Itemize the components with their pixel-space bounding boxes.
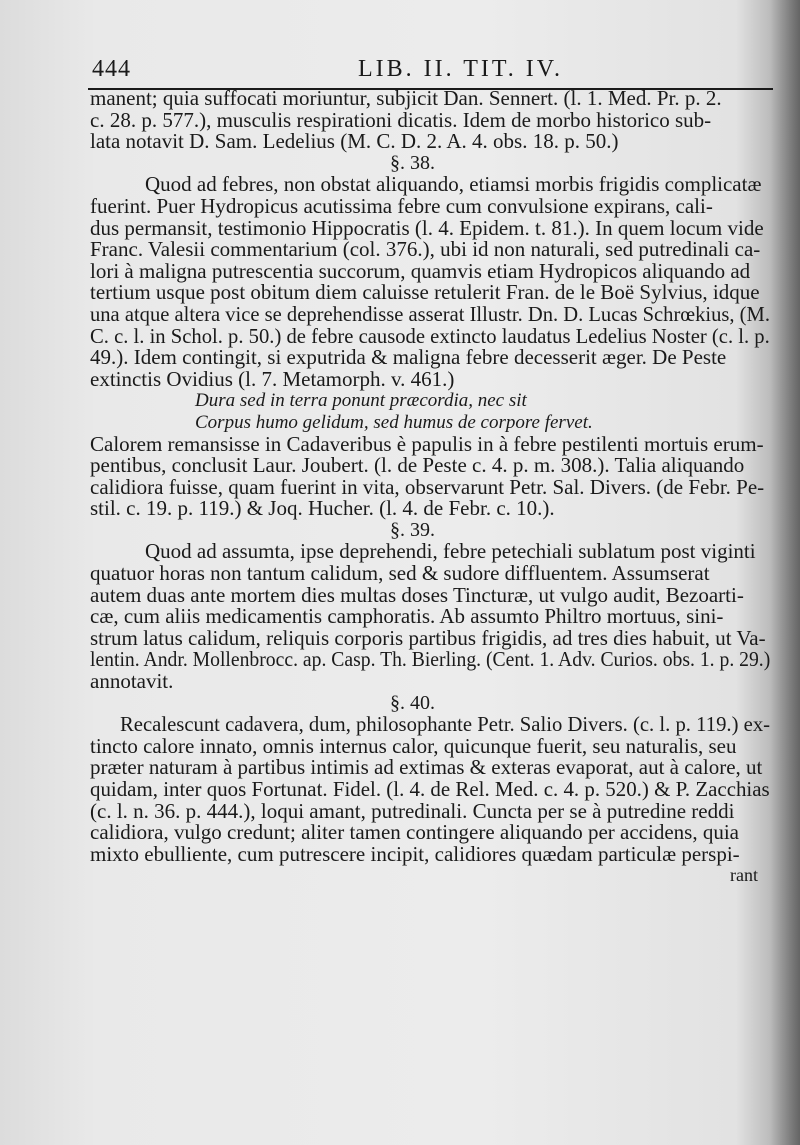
text-line: tincto calore innato, omnis internus calor, quicunque fuerit, seu naturalis, seu [90, 733, 737, 758]
page-edge-shadow [770, 0, 800, 1145]
text-line: C. c. l. in Schol. p. 50.) de febre causode extincto laudatus Ledelius Noster (c. l. p. [90, 323, 770, 348]
text-line: (c. l. n. 36. p. 444.), loqui amant, putredinali. Cuncta per se à putredine reddi [90, 798, 735, 823]
text-line: quidam, inter quos Fortunat. Fidel. (l. 4. de Rel. Med. c. 4. p. 520.) & P. Zacchias [90, 777, 770, 801]
page-header [88, 52, 773, 90]
text-line: quatuor horas non tantum calidum, sed & sudore diffluentem. Assumserat [90, 561, 710, 586]
text-line: annotavit. [90, 669, 174, 694]
text-line: Recalescunt cadavera, dum, philosophante Petr. Salio Divers. (c. l. p. 119.) ex- [120, 712, 771, 737]
text-line: lentin. Andr. Mollenbrocc. ap. Casp. Th. Bierling. (Cent. 1. Adv. Curios. obs. 1. p. 29.) [90, 647, 771, 672]
text-line: cæ, cum aliis medicamentis camphoratis. Ab assumto Philtro mortuus, sini- [90, 604, 724, 629]
page-number: 444 [92, 56, 131, 82]
text-line: fuerint. Puer Hydropicus acutissima febre cum convulsione expirans, cali- [90, 193, 713, 218]
text-line: Dura sed in terra ponunt præcordia, nec sit [195, 390, 527, 412]
text-line: Quod ad febres, non obstat aliquando, etiamsi morbis frigidis complicatæ [145, 172, 762, 197]
text-line: strum latus calidum, reliquis corporis partibus frigidis, ad tres dies habuit, ut Va- [90, 625, 766, 650]
text-line: stil. c. 19. p. 119.) & Joq. Hucher. (l. 4. de Febr. c. 10.). [90, 496, 555, 521]
text-line: mixto ebulliente, cum putrescere incipit, calidiores quædam particulæ perspi- [90, 841, 740, 866]
text-line: lata notavit D. Sam. Ledelius (M. C. D. 2. A. 4. obs. 18. p. 50.) [90, 129, 619, 154]
text-line: Franc. Valesii commentarium (col. 376.), ubi id non naturali, sed putredinali ca- [90, 237, 761, 262]
section-heading: §. 38. [390, 151, 435, 174]
text-line: manent; quia suffocati moriuntur, subjicit Dan. Sennert. (l. 1. Med. Pr. p. 2. [90, 86, 722, 110]
text-line: lori à maligna putrescentia succorum, quamvis etiam Hydropicos aliquando ad [90, 258, 751, 283]
text-line: dus permansit, testimonio Hippocratis (l. 4. Epidem. t. 81.). In quem locum vide [90, 215, 764, 240]
text-line: una atque altera vice se deprehendisse asserat Illustr. Dn. D. Lucas Schrœkius, (M. [90, 301, 770, 326]
text-line: calidiora fuisse, quam fuerint in vita, observarunt Petr. Sal. Divers. (de Febr. Pe- [90, 474, 765, 499]
section-heading: §. 40. [390, 691, 435, 714]
text-line: 49.). Idem contingit, si exputrida & maligna febre decesserit æger. De Peste [90, 345, 727, 370]
text-line: c. 28. p. 577.), musculis respirationi dicatis. Idem de morbo historico sub- [90, 107, 712, 132]
body-text [90, 88, 770, 887]
running-head: LIB. II. TIT. IV. [358, 56, 563, 82]
text-line: Calorem remansisse in Cadaveribus è papulis in à febre pestilenti mortuis erum- [90, 431, 764, 456]
text-line: calidiora, vulgo credunt; aliter tamen contingere aliquando per accidens, quia [90, 820, 739, 845]
text-line: extinctis Ovidius (l. 7. Metamorph. v. 461.) [90, 366, 455, 391]
text-line: præter naturam à partibus intimis ad extimas & exteras evaporat, aut à calore, ut [90, 755, 763, 780]
text-line: Quod ad assumta, ipse deprehendi, febre petechiali sublatum post viginti [145, 539, 756, 564]
text-line: autem duas ante mortem dies multas doses Tincturæ, ut vulgo audit, Bezoarti- [90, 582, 744, 607]
section-heading: §. 39. [390, 518, 435, 541]
text-line: Corpus humo gelidum, sed humus de corpore fervet. [195, 411, 593, 433]
text-line: rant [730, 865, 758, 886]
text-line: tertium usque post obitum diem caluisse retulerit Fran. de le Boë Sylvius, idque [90, 280, 760, 305]
text-line: pentibus, conclusit Laur. Joubert. (l. de Peste c. 4. p. m. 308.). Talia aliquando [90, 453, 745, 478]
